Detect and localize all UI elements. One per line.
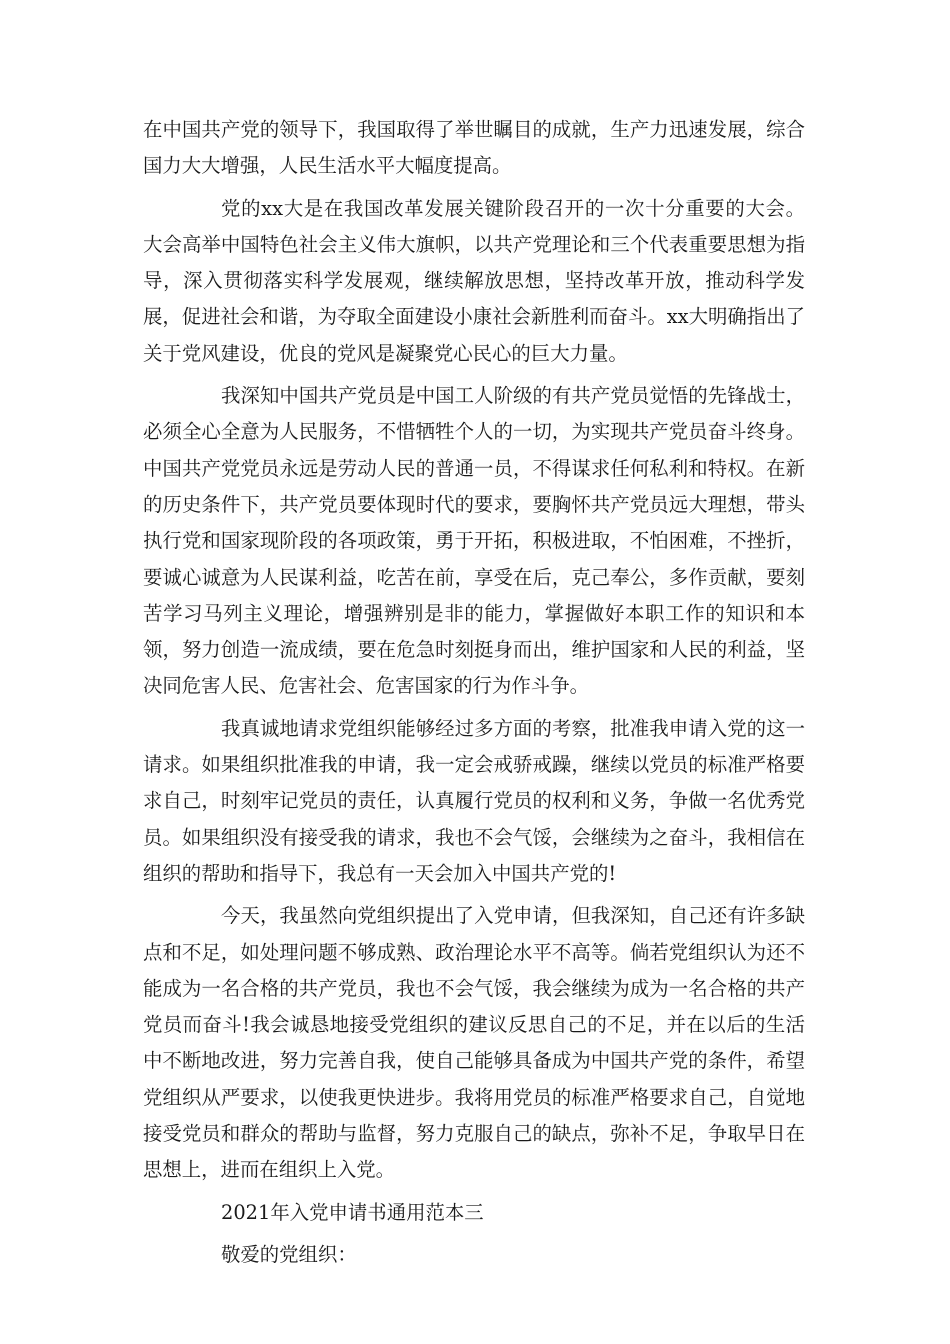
paragraph-4: 我真诚地请求党组织能够经过多方面的考察，批准我申请入党的这一请求。如果组织批准我的申请，我一定会戒骄戒躁，继续以党员的标准严格要求自己，时刻牢记党员的责任，认真履行党员的权利和义务，争做一名优秀党员。如果组织没有接受我的请求，我也不会气馁，会继续为之奋斗，我相信在组织的帮助和指导下，我总有一天会加入中国共产党的!: [143, 716, 805, 885]
section-title: 2021年入党申请书通用范本三: [221, 1200, 484, 1224]
paragraph-3: 我深知中国共产党员是中国工人阶级的有共产党员觉悟的先锋战士，必须全心全意为人民服务，不惜牺牲个人的一切，为实现共产党员奋斗终身。中国共产党党员永远是劳动人民的普通一员，不得谋求任何私利和特权。在新的历史条件下，共产党员要体现时代的要求，要胸怀共产党员远大理想，带头执行党和国家现阶段的各项政策，勇于开拓，积极进取，不怕困难，不挫折，要诚心诚意为人民谋利益，吃苦在前，享受在后，克己奉公，多作贡献，要刻苦学习马列主义理论，增强辨别是非的能力，掌握做好本职工作的知识和本领，努力创造一流成绩，要在危急时刻挺身而出，维护国家和人民的利益，坚决同危害人民、危害社会、危害国家的行为作斗争。: [143, 384, 805, 698]
paragraph-5: 今天，我虽然向党组织提出了入党申请，但我深知，自己还有许多缺点和不足，如处理问题不够成熟、政治理论水平不高等。倘若党组织认为还不能成为一名合格的共产党员，我也不会气馁，我会继续为成为一名合格的共产党员而奋斗!我会诚恳地接受党组织的建议反思自己的不足，并在以后的生活中不断地改进，努力完善自我，使自己能够具备成为中国共产党的条件，希望党组织从严要求，以使我更快进步。我将用党员的标准严格要求自己，自觉地接受党员和群众的帮助与监督，努力克服自己的缺点，弥补不足，争取早日在思想上，进而在组织上入党。: [143, 904, 805, 1182]
paragraph-2: 党的xx大是在我国改革发展关键阶段召开的一次十分重要的大会。大会高举中国特色社会主义伟大旗帜，以共产党理论和三个代表重要思想为指导，深入贯彻落实科学发展观，继续解放思想，坚持改革开放，推动科学发展，促进社会和谐，为夺取全面建设小康社会新胜利而奋斗。xx大明确指出了关于党风建设，优良的党风是凝聚党心民心的巨大力量。: [143, 196, 805, 365]
salutation: 敬爱的党组织：: [221, 1242, 357, 1266]
paragraph-1: 在中国共产党的领导下，我国取得了举世瞩目的成就，生产力迅速发展，综合国力大大增强，人民生活水平大幅度提高。: [143, 118, 805, 178]
document-page: [143, 112, 805, 1279]
